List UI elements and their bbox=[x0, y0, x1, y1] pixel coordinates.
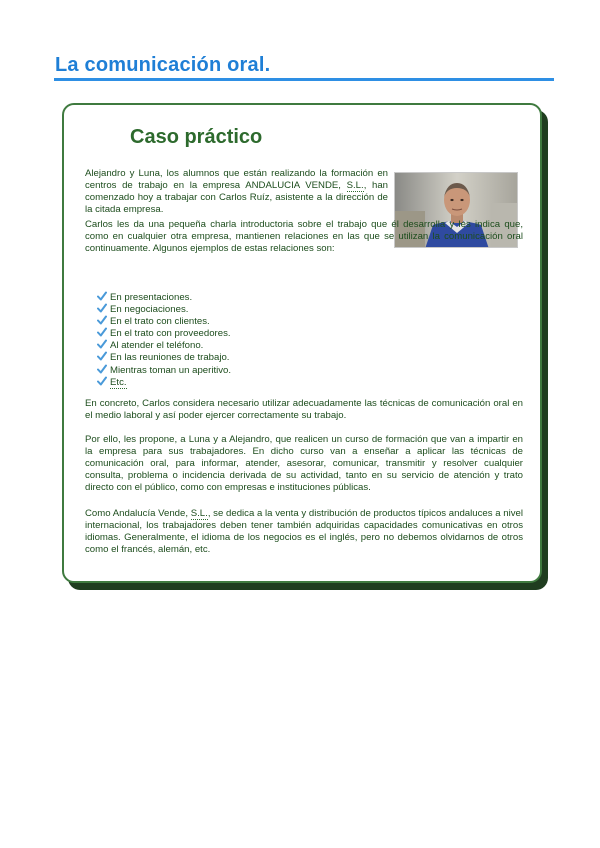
checkmark-icon bbox=[97, 364, 107, 374]
list-item: En presentaciones. bbox=[97, 291, 231, 303]
abbr-sl[interactable]: S.L. bbox=[346, 180, 364, 191]
case-title: Caso práctico bbox=[130, 126, 263, 148]
case-paragraph-4: Por ello, les propone, a Luna y a Alejandro, que realicen un curso de formación que van a impartir en la empresa para sus trabajadores. En dicho curso van a enseñar a aplicar las técnicas de comunicación oral, para informar, atender, asesorar, comunicar, transmitir y resolver cualquier consulta, problema o incidencia derivada de su actividad, tanto en su servicio de atención y trato directo con el público, como con empresas e instituciones públicas. bbox=[85, 434, 523, 493]
case-paragraph-3: En concreto, Carlos considera necesario utilizar adecuadamente las técnicas de comunicación oral en el medio laboral y así poder ejercer correctamente su trabajo. bbox=[85, 398, 523, 421]
list-item: Mientras toman un aperitivo. bbox=[97, 364, 231, 376]
list-item: En negociaciones. bbox=[97, 303, 231, 315]
list-item: Al atender el teléfono. bbox=[97, 339, 231, 351]
case-paragraph-1: Alejandro y Luna, los alumnos que están realizando la formación en centros de trabajo en la empresa ANDALUCIA VENDE, S.L., han comenzado hoy a trabajar con Carlos Ruíz, asistente a la dirección de la citada empresa. bbox=[85, 168, 388, 215]
checkmark-icon bbox=[97, 376, 107, 386]
checkmark-icon bbox=[97, 315, 107, 325]
page-title: La comunicación oral. bbox=[55, 54, 271, 76]
case-paragraph-5: Como Andalucía Vende, S.L., se dedica a la venta y distribución de productos típicos andaluces a nivel internacional, los trabajadores deben tener también adquiridas capacidades comunicativas en otros idiomas. Generalmente, el idioma de los negocios es el inglés, pero no debemos olvidarnos de otros como el francés, alemán, etc. bbox=[85, 508, 523, 555]
case-paragraph-2: Carlos les da una pequeña charla introductoria sobre el trabajo que él desarrolla y les indica que, como en cualquier otra empresa, mantienen relaciones en las que se utilizan la comunicación oral continuamente. Algunos ejemplos de estas relaciones son: bbox=[85, 219, 523, 254]
checkmark-icon bbox=[97, 303, 107, 313]
checkmark-icon bbox=[97, 327, 107, 337]
list-item bbox=[97, 376, 231, 388]
examples-list bbox=[97, 291, 231, 388]
list-item: En las reuniones de trabajo. bbox=[97, 351, 231, 363]
abbr-etc[interactable]: Etc. bbox=[110, 376, 127, 388]
title-underline bbox=[54, 78, 554, 81]
checkmark-icon bbox=[97, 351, 107, 361]
list-item: En el trato con proveedores. bbox=[97, 327, 231, 339]
abbr-sl[interactable]: S.L. bbox=[190, 508, 208, 519]
checkmark-icon bbox=[97, 291, 107, 301]
list-item: En el trato con clientes. bbox=[97, 315, 231, 327]
checkmark-icon bbox=[97, 339, 107, 349]
